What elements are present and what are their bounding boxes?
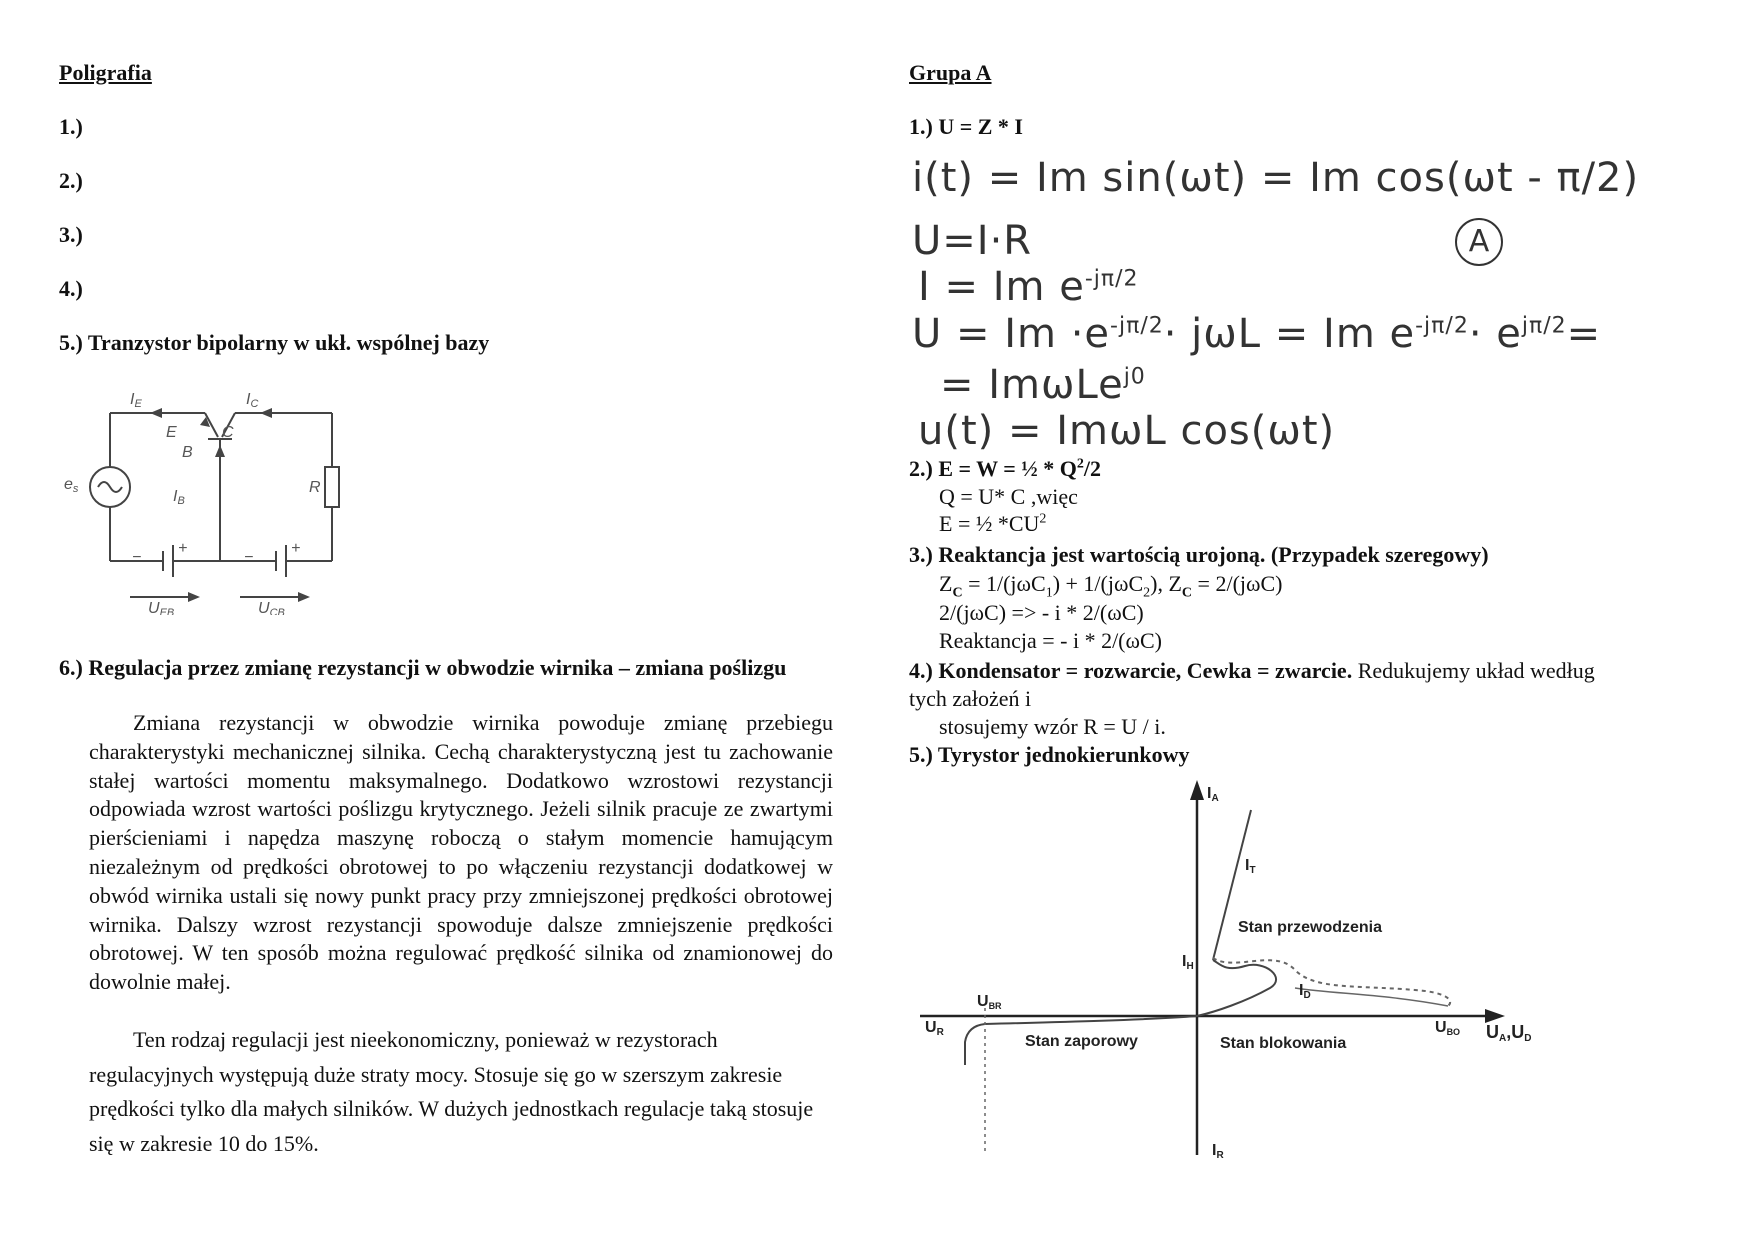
right-q3-line-2: 2/(jωC) => - i * 2/(ωC) — [939, 600, 1144, 625]
label-ur: UR — [925, 1019, 944, 1038]
label-r: R — [309, 479, 321, 496]
battery-1-minus: − — [132, 549, 142, 566]
left-item-5-title: 5.) Tranzystor bipolarny w ukł. wspólnej bazy — [59, 330, 490, 355]
label-c: C — [222, 424, 234, 441]
label-ubr: UBR — [977, 993, 1002, 1011]
label-es: es — [64, 476, 79, 495]
hand-line-1: i(t) = Im sin(ωt) = Im cos(ωt - π/2) — [912, 155, 1640, 201]
label-ib: IB — [173, 488, 185, 507]
label-it: IT — [1245, 857, 1256, 876]
hand-line-4: $U = Im \cdot e^{-j\pi/2}\cdot j\omega L = Im$ $e^{-j\pi/2}\cdot e^{j\pi/2}=$ — [912, 311, 1602, 357]
label-stan-blokowania: Stan blokowania — [1220, 1035, 1347, 1052]
label-id: ID — [1299, 982, 1311, 1001]
right-q3-line-3: Reaktancja = - i * 2/(ωC) — [939, 628, 1162, 653]
battery-1-plus: + — [178, 540, 188, 557]
left-item-3: 3.) — [59, 222, 83, 247]
label-b: B — [182, 444, 193, 461]
left-item-1: 1.) — [59, 114, 83, 139]
label-ie: IE — [130, 391, 142, 410]
label-ih: IH — [1182, 953, 1194, 972]
group-a-circle: A — [1455, 218, 1503, 266]
left-title: Poligrafia — [59, 60, 152, 85]
right-q2: 2.) E = W = ½ * $Q^2/2$ — [909, 456, 1102, 481]
right-q4: 4.) Kondensator = rozwarcie, Cewka = zwarcie. Redukujemy układ według tych założeń i — [909, 658, 1595, 711]
label-stan-zaporowy: Stan zaporowy — [1025, 1033, 1138, 1050]
left-item-2: 2.) — [59, 168, 83, 193]
battery-2-plus: + — [291, 540, 301, 557]
right-q2-line-2: E = ½ $*CU^2$ — [939, 511, 1047, 536]
hand-line-3: I = Im $e^{-j\pi/2}$ — [918, 264, 1139, 310]
hand-line-5: = ImωLe$^{j0}$ — [940, 362, 1146, 408]
label-ueb: UEB — [148, 600, 175, 615]
right-title: Grupa A — [909, 60, 992, 85]
blocking-curve — [1197, 960, 1276, 1016]
right-q4-line-2: stosujemy wzór R = U / i. — [939, 714, 1166, 739]
label-stan-przewodzenia: Stan przewodzenia — [1238, 919, 1383, 936]
right-q2-line-1: Q = U* C ,więc — [939, 484, 1078, 509]
right-q3-line-1: $Z_C = 1/(j\omega C_1) + 1/(j\omega C_2)$, $Z_C = 2/(j\omega C)$ — [939, 571, 1283, 601]
battery-2-minus: − — [244, 549, 254, 566]
left-item-6-paragraph-1: Zmiana rezystancji w obwodzie wirnika powoduje zmianę przebiegu charakterystyki mechanicznej silnika. Cechą charakterystyczną jest tu zachowanie stałej wartości momentu maksymalnego. Dodatkowo wzrostowi rezystancji odpowiada wzrost wartości poślizgu krytycznego. Jeżeli silnik pracuje ze zwartymi pierścieniami i napędza maszynę roboczą o stałym momencie hamującym niezależnym od prędkości obrotowej to po włączeniu rezystancji dodatkowej w obwód wirnika ustali się nowy punkt pracy przy zmniejszonej prędkości obrotowej wirnika. Dalszy wzrost rezystancji spowoduje dalsze zmniejszenie prędkości obrotowej. W ten sposób można regulować prędkość silnika od znamionowej do dowolnie małej. — [89, 710, 833, 995]
hand-line-6: u(t) = ImωL cos(ωt) — [918, 408, 1336, 454]
label-ia: IA — [1207, 785, 1219, 804]
conduction-curve — [1213, 810, 1251, 960]
left-item-6-paragraph-2: Ten rodzaj regulacji jest nieekonomiczny, ponieważ w rezystorach regulacyjnych występują duże straty mocy. Stosuje się go w szerszym zakresie prędkości tylko dla małych silników. W dużych jednostkach regulacje taką stosuje się w zakresie 10 do 15%. — [89, 1027, 814, 1156]
right-q3: 3.) Reaktancja jest wartością urojoną. (Przypadek szeregowy) — [909, 542, 1489, 567]
label-ucb: UCB — [258, 600, 285, 615]
left-item-6-title: 6.) Regulacja przez zmianę rezystancji w obwodzie wirnika – zmiana poślizgu — [59, 655, 787, 680]
left-item-4: 4.) — [59, 276, 83, 301]
label-ir: IR — [1212, 1142, 1224, 1161]
thyristor-characteristic-graph — [915, 780, 1565, 1170]
label-ic: IC — [246, 391, 259, 410]
bipolar-transistor-circuit — [60, 375, 380, 615]
label-e: E — [166, 424, 177, 441]
hand-line-2: U=I·R — [912, 218, 1033, 264]
label-ua-ud: UA,UD — [1486, 1022, 1532, 1044]
right-q1: 1.) U = Z * I — [909, 114, 1023, 139]
right-q5: 5.) Tyrystor jednokierunkowy — [909, 742, 1190, 767]
label-ubo: UBO — [1435, 1019, 1461, 1037]
